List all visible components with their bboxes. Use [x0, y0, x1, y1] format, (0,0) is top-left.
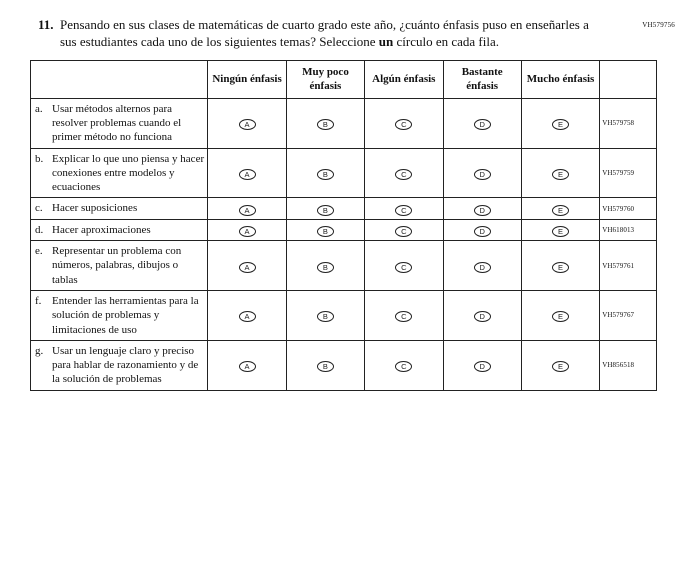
option-cell — [443, 198, 521, 219]
answer-bubble-muy-poco[interactable]: B — [317, 205, 334, 216]
answer-bubble-bastante[interactable]: D — [474, 361, 491, 372]
answer-bubble-bastante[interactable]: D — [474, 311, 491, 322]
answer-bubble-ningun[interactable]: A — [239, 205, 256, 216]
topic-cell — [31, 219, 208, 240]
row-letter: b. — [35, 152, 44, 165]
option-cell — [365, 148, 443, 198]
question-block — [38, 16, 594, 50]
topic-cell — [31, 148, 208, 198]
answer-bubble-muy-poco[interactable]: B — [317, 226, 334, 237]
row-letter: g. — [35, 344, 44, 357]
option-cell — [208, 219, 286, 240]
answer-bubble-ningun[interactable]: A — [239, 169, 256, 180]
option-cell — [286, 241, 364, 291]
option-cell — [521, 290, 599, 340]
row-letter: d. — [35, 223, 44, 236]
table-row — [31, 219, 657, 240]
page-accession-code: VH579756 — [642, 21, 675, 29]
option-cell — [365, 290, 443, 340]
topic-cell — [31, 98, 208, 148]
emphasis-survey-table — [30, 60, 657, 390]
option-cell — [443, 340, 521, 390]
answer-bubble-mucho[interactable]: E — [552, 311, 569, 322]
column-header-bastante-enfasis: Bastante énfasis — [443, 61, 521, 98]
option-cell — [443, 219, 521, 240]
option-cell — [208, 290, 286, 340]
row-topic-text: Usar un lenguaje claro y preciso para hablar de razonamiento y de la solución de problemas — [52, 344, 199, 386]
item-code: VH579761 — [600, 241, 657, 291]
answer-bubble-algun[interactable]: C — [395, 361, 412, 372]
row-letter: c. — [35, 202, 43, 215]
table-row — [31, 241, 657, 291]
option-cell — [208, 198, 286, 219]
option-cell — [365, 340, 443, 390]
answer-bubble-bastante[interactable]: D — [474, 262, 491, 273]
column-header-ningun-enfasis: Ningún énfasis — [208, 61, 286, 98]
table-row — [31, 198, 657, 219]
item-code: VH618013 — [600, 219, 657, 240]
item-code: VH579767 — [600, 290, 657, 340]
option-cell — [521, 148, 599, 198]
answer-bubble-ningun[interactable]: A — [239, 262, 256, 273]
question-text-part2: círculo en cada fila. — [393, 34, 499, 50]
answer-bubble-mucho[interactable]: E — [552, 119, 569, 130]
question-number: 11. — [38, 17, 54, 32]
corner-header-cell — [31, 61, 208, 98]
answer-bubble-bastante[interactable]: D — [474, 226, 491, 237]
option-cell — [365, 98, 443, 148]
option-cell — [521, 340, 599, 390]
answer-bubble-algun[interactable]: C — [395, 311, 412, 322]
row-topic-text: Usar métodos alternos para resolver problemas cuando el primer método no funciona — [52, 102, 182, 144]
answer-bubble-muy-poco[interactable]: B — [317, 311, 334, 322]
answer-bubble-algun[interactable]: C — [395, 226, 412, 237]
topic-cell — [31, 290, 208, 340]
topic-cell — [31, 241, 208, 291]
answer-bubble-mucho[interactable]: E — [552, 169, 569, 180]
answer-bubble-bastante[interactable]: D — [474, 119, 491, 130]
option-cell — [443, 290, 521, 340]
row-topic-text: Entender las herramientas para la solución de problemas y limitaciones de uso — [52, 294, 199, 336]
answer-bubble-mucho[interactable]: E — [552, 226, 569, 237]
option-cell — [286, 98, 364, 148]
topic-cell — [31, 340, 208, 390]
option-cell — [286, 148, 364, 198]
option-cell — [521, 198, 599, 219]
option-cell — [286, 290, 364, 340]
option-cell — [365, 219, 443, 240]
answer-bubble-mucho[interactable]: E — [552, 361, 569, 372]
option-cell — [365, 198, 443, 219]
option-cell — [208, 340, 286, 390]
option-cell — [208, 148, 286, 198]
answer-bubble-algun[interactable]: C — [395, 169, 412, 180]
answer-bubble-algun[interactable]: C — [395, 205, 412, 216]
header-row — [31, 61, 657, 98]
row-topic-text: Hacer suposiciones — [52, 202, 138, 215]
answer-bubble-ningun[interactable]: A — [239, 311, 256, 322]
row-topic-text: Explicar lo que uno piensa y hacer conexiones entre modelos y ecuaciones — [52, 152, 205, 194]
table-row — [31, 148, 657, 198]
answer-bubble-bastante[interactable]: D — [474, 169, 491, 180]
row-letter: a. — [35, 102, 43, 115]
option-cell — [443, 98, 521, 148]
answer-bubble-muy-poco[interactable]: B — [317, 262, 334, 273]
answer-bubble-mucho[interactable]: E — [552, 205, 569, 216]
answer-bubble-bastante[interactable]: D — [474, 205, 491, 216]
option-cell — [521, 219, 599, 240]
column-header-algun-enfasis: Algún énfasis — [365, 61, 443, 98]
option-cell — [286, 219, 364, 240]
answer-bubble-ningun[interactable]: A — [239, 226, 256, 237]
topic-cell — [31, 198, 208, 219]
column-header-mucho-enfasis: Mucho énfasis — [521, 61, 599, 98]
option-cell — [365, 241, 443, 291]
answer-bubble-algun[interactable]: C — [395, 262, 412, 273]
item-code: VH579760 — [600, 198, 657, 219]
option-cell — [443, 241, 521, 291]
option-cell — [286, 340, 364, 390]
question-text — [60, 16, 594, 50]
answer-bubble-ningun[interactable]: A — [239, 361, 256, 372]
questionnaire-page — [0, 16, 685, 575]
answer-bubble-ningun[interactable]: A — [239, 119, 256, 130]
code-column-header — [600, 61, 657, 98]
item-code: VH579758 — [600, 98, 657, 148]
option-cell — [208, 241, 286, 291]
table-row — [31, 290, 657, 340]
row-letter: e. — [35, 245, 43, 258]
row-topic-text: Hacer aproximaciones — [52, 223, 151, 236]
answer-bubble-muy-poco[interactable]: B — [317, 361, 334, 372]
table-row — [31, 98, 657, 148]
answer-bubble-muy-poco[interactable]: B — [317, 119, 334, 130]
answer-bubble-mucho[interactable]: E — [552, 262, 569, 273]
item-code: VH579759 — [600, 148, 657, 198]
question-text-part1: Pensando en sus clases de matemáticas de cuarto grado este año, ¿cuánto énfasis puso en enseñarles a sus estudiantes cada uno de los siguientes temas? Seleccione — [60, 17, 589, 50]
row-topic-text: Representar un problema con números, palabras, dibujos o tablas — [52, 245, 182, 286]
question-text-bold: un — [378, 34, 394, 50]
answer-bubble-muy-poco[interactable]: B — [317, 169, 334, 180]
option-cell — [286, 198, 364, 219]
item-code: VH856518 — [600, 340, 657, 390]
column-header-muy-poco-enfasis: Muy poco énfasis — [286, 61, 364, 98]
answer-bubble-algun[interactable]: C — [395, 119, 412, 130]
row-letter: f. — [35, 294, 42, 307]
option-cell — [208, 98, 286, 148]
option-cell — [521, 98, 599, 148]
option-cell — [443, 148, 521, 198]
table-row — [31, 340, 657, 390]
option-cell — [521, 241, 599, 291]
